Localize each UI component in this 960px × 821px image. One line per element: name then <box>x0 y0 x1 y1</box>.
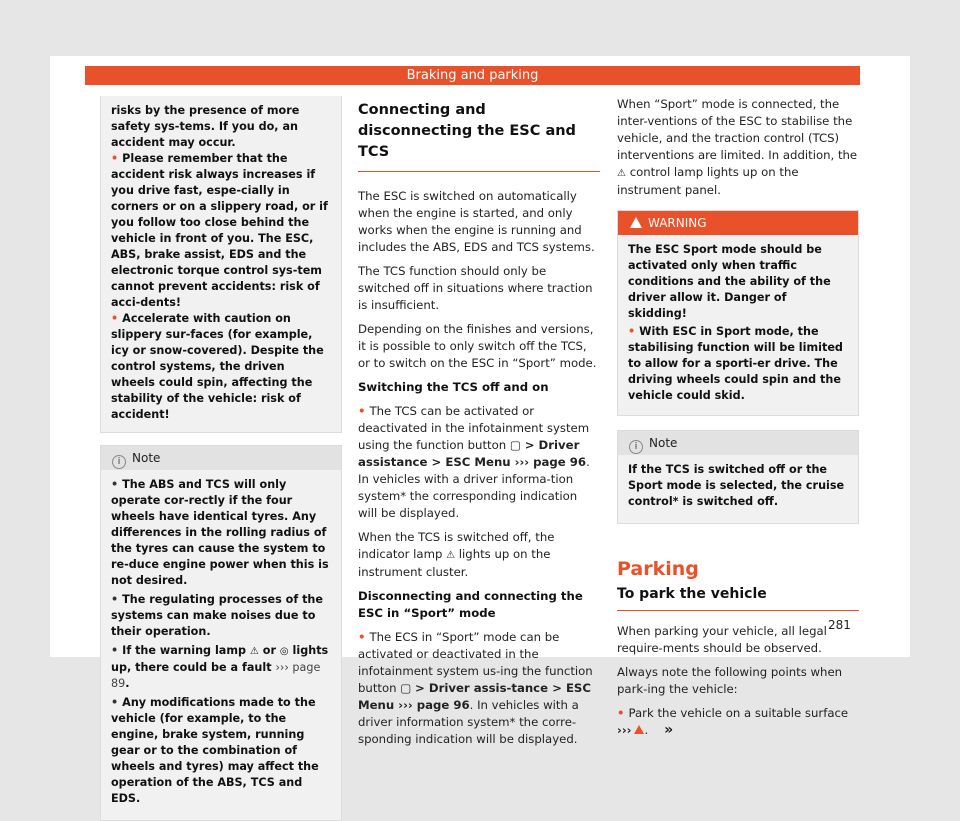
warning-ref-link[interactable]: ››› <box>617 723 632 737</box>
parking-heading: Parking <box>617 558 699 580</box>
paragraph: When parking your vehicle, all legal require-ments should be observed. <box>617 624 827 655</box>
note-item: • If the warning lamp ⚠ or ◎ lights up, there could be a fault ››› page 89. <box>111 644 329 690</box>
abs-lamp-icon: ◎ <box>279 646 289 657</box>
warning-triangle-icon <box>630 217 642 228</box>
subheading: Disconnecting and connecting the ESC in “Sport” mode <box>358 589 583 620</box>
warning-header: WARNING <box>618 211 858 235</box>
bullet-icon: • <box>111 644 119 657</box>
warning-bullet: • With ESC in Sport mode, the stabilising function will be limited to allow for a sporti-er drive. The driving wheels could spin and the vehicle could skid. <box>628 325 843 402</box>
paragraph: When the TCS is switched off, the indicator lamp ⚠ lights up on the instrument cluster. <box>358 530 555 579</box>
warning-continued-text: risks by the presence of more safety sys-tems. If you do, an accident may occur. <box>111 104 300 149</box>
bullet-paragraph: • The ECS in “Sport” mode can be activated or deactivated in the infotainment system us-ing the function button ▢ > Driver assis-tance > ESC Menu ››› page 96. In vehicles with a driver information system* the corre-sponding indication will be displayed. <box>358 630 593 746</box>
warning-triangle-icon <box>634 725 644 734</box>
warning-continued-box <box>100 96 342 433</box>
continue-marker: » <box>664 722 674 738</box>
section-body <box>358 188 600 748</box>
bullet-paragraph: • Park the vehicle on a suitable surface ››› . » <box>617 706 849 738</box>
note-box <box>617 430 859 524</box>
paragraph: The TCS function should only be switched off in situations where traction is insufficient. <box>358 264 593 312</box>
bullet-icon: • <box>358 404 366 418</box>
parking-subheading: To park the vehicle <box>617 586 859 611</box>
warning-box <box>617 210 859 416</box>
bullet-icon: • <box>111 593 119 606</box>
note-body <box>618 455 858 523</box>
info-icon: i <box>112 455 126 469</box>
warning-text: The ESC Sport mode should be activated only when traffic conditions and the ability of the driver allow it. Danger of skidding! <box>628 243 831 320</box>
bullet-icon: • <box>358 630 366 644</box>
column-right <box>617 96 859 746</box>
menu-path-link[interactable]: > Driver assistance > ESC Menu ››› page 96 <box>358 438 587 469</box>
note-item: • Any modifications made to the vehicle (for example, to the engine, brake system, running gear or to the combination of wheels and tyres) may affect the operation of the ABS, TCS and EDS. <box>111 696 319 805</box>
bullet-icon: • <box>628 325 636 338</box>
warning-bullet: • Please remember that the accident risk always increases if you drive fast, espe-cially in corners or on a slippery road, or if you follow too close behind the vehicle in front of you. The ESC, ABS, brake assist, EDS and the electronic torque control sys-tem cannot prevent accidents: risk of acci-dents! <box>111 152 328 309</box>
note-header: i Note <box>618 431 858 455</box>
paragraph: When “Sport” mode is connected, the inter-ventions of the ESC to stabilise the vehicle, and the traction control (TCS) interventions are limited. In addition, the ⚠ control lamp lights up on the instrument panel. <box>617 97 858 197</box>
esc-sport-lamp-icon: ⚠ <box>617 168 626 179</box>
note-box <box>100 445 342 821</box>
esc-lamp-icon: ⚠ <box>249 646 259 657</box>
menu-button-icon: ▢ <box>400 681 412 695</box>
paragraph: The ESC is switched on automatically when the engine is started, and only works when the engine is running and includes the ABS, EDS and TCS systems. <box>358 189 595 254</box>
bullet-icon: • <box>111 152 119 165</box>
bullet-icon: • <box>111 312 119 325</box>
info-icon: i <box>629 440 643 454</box>
note-item: • The regulating processes of the systems can make noises due to their operation. <box>111 593 323 638</box>
page-ref-link[interactable]: ››› page 89 <box>111 661 321 690</box>
bullet-icon: • <box>111 478 119 491</box>
note-header: i Note <box>101 446 341 470</box>
tcs-off-lamp-icon: ⚠ <box>446 550 456 561</box>
chapter-header: Braking and parking <box>85 66 860 85</box>
section-title: Connecting and disconnecting the ESC and TCS <box>358 100 600 172</box>
warning-body <box>618 235 858 415</box>
page-number: 281 <box>828 618 851 632</box>
bullet-icon: • <box>111 696 119 709</box>
paragraph: Always note the following points when park-ing the vehicle: <box>617 665 843 696</box>
paragraph: Depending on the finishes and versions, it is possible to only switch off the TCS, or to switch on the ESC in “Sport” mode. <box>358 322 597 370</box>
bullet-paragraph: • The TCS can be activated or deactivated in the infotainment system using the function button ▢ > Driver assistance > ESC Menu ››› page 96. In vehicles with a driver informa-tion system* the corresponding indication will be displayed. <box>358 404 590 520</box>
warning-bullet: • Accelerate with caution on slippery sur-faces (for example, icy or snow-covered). Despite the control systems, the driven wheels could spin, affecting the stability of the vehicle: risk of accident! <box>111 312 324 421</box>
column-middle <box>358 96 600 755</box>
subheading: Switching the TCS off and on <box>358 380 549 394</box>
sport-mode-text <box>617 96 859 199</box>
bullet-icon: • <box>617 706 625 720</box>
note-text: If the TCS is switched off or the Sport mode is selected, the cruise control* is switched off. <box>628 463 845 508</box>
note-item: • The ABS and TCS will only operate cor-rectly if the four wheels have identical tyres. Any differences in the rolling radius of the tyres can cause the system to re-duce engine power when this is not desired. <box>111 478 329 587</box>
menu-button-icon: ▢ <box>509 438 521 452</box>
menu-path-link[interactable]: > Driver assis-tance > ESC Menu ››› page 96 <box>358 681 591 712</box>
note-body <box>101 470 341 820</box>
parking-body <box>617 623 859 739</box>
column-left <box>100 96 342 821</box>
